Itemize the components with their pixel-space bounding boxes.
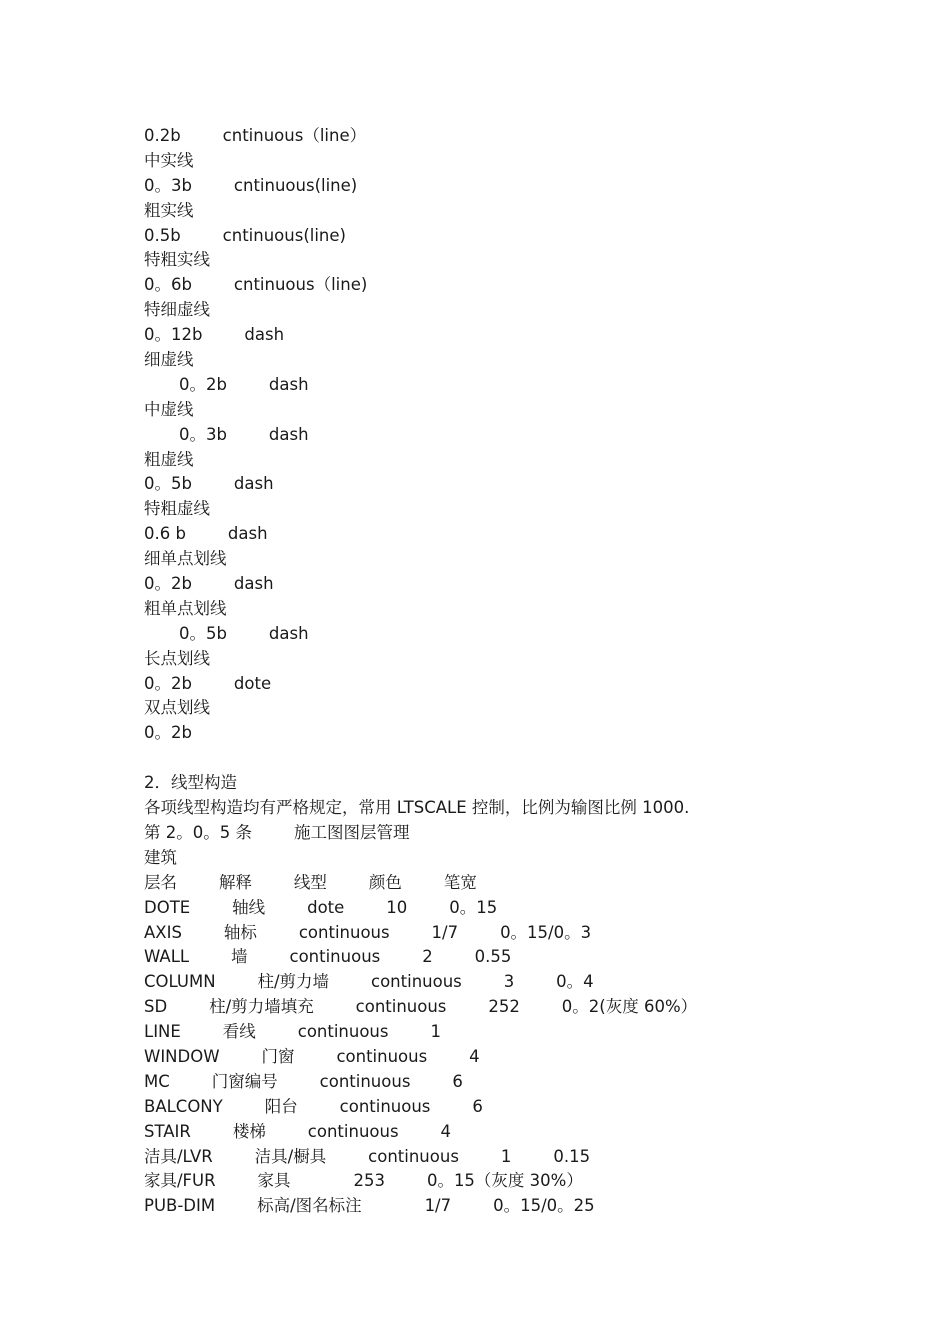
text-line: 0。5b dash [144,474,274,494]
text-line: AXIS 轴标 continuous 1/7 0。15/0。3 [144,922,592,942]
text-line: 特粗实线 [144,250,210,270]
text-line: 0。2b dash [179,374,309,394]
text-line: COLUMN 柱/剪力墙 continuous 3 0。4 [144,972,594,992]
text-line: 粗虚线 [144,449,194,469]
text-line: 细单点划线 [144,549,227,569]
text-line: 0。6b cntinuous（line) [144,275,368,295]
blank-line [144,746,844,771]
text-line: 0。2b dote [144,673,272,693]
text-line: 建筑 [144,847,177,867]
text-line: 0。3b dash [179,424,309,444]
text-line: 0。2b [144,723,192,743]
text-line: 长点划线 [144,648,210,668]
text-line: 特粗虚线 [144,499,210,519]
text-line: 中实线 [144,150,194,170]
text-line: 第 2。0。5 条 施工图图层管理 [144,822,410,842]
text-line: 中虚线 [144,399,194,419]
text-line: BALCONY 阳台 continuous 6 [144,1096,483,1116]
text-line: 0。2b dash [144,574,274,594]
text-line: 0.5b cntinuous(line) [144,225,346,245]
text-line: 粗单点划线 [144,598,227,618]
text-line: 层名 解释 线型 颜色 笔宽 [144,872,477,892]
text-line: 0。5b dash [179,623,309,643]
text-line: LINE 看线 continuous 1 [144,1022,441,1042]
text-line: 家具/FUR 家具 253 0。15（灰度 30%） [144,1171,583,1191]
text-line: 细虚线 [144,350,194,370]
text-line: WINDOW 门窗 continuous 4 [144,1046,480,1066]
text-line: 洁具/LVR 洁具/橱具 continuous 1 0.15 [144,1146,591,1166]
text-line: 2．线型构造 [144,773,237,793]
text-line: DOTE 轴线 dote 10 0。15 [144,897,498,917]
text-line: 0.2b cntinuous（line） [144,126,367,145]
document-body [144,124,844,1219]
text-line: 特细虚线 [144,300,210,320]
text-line: 粗实线 [144,200,194,220]
text-line: MC 门窗编号 continuous 6 [144,1071,463,1091]
text-line: 0。12b dash [144,325,285,345]
text-line: 双点划线 [144,698,210,718]
text-line: SD 柱/剪力墙填充 continuous 252 0。2(灰度 60%） [144,997,698,1017]
text-line: 0.6 b dash [144,524,268,544]
text-line: STAIR 楼梯 continuous 4 [144,1121,452,1141]
text-line: 0。3b cntinuous(line) [144,175,358,195]
text-line: WALL 墙 continuous 2 0.55 [144,947,512,967]
text-line: 各项线型构造均有严格规定，常用 LTSCALE 控制，比例为输图比例 1000. [144,798,690,818]
text-line: PUB-DIM 标高/图名标注 1/7 0。15/0。25 [144,1196,595,1216]
